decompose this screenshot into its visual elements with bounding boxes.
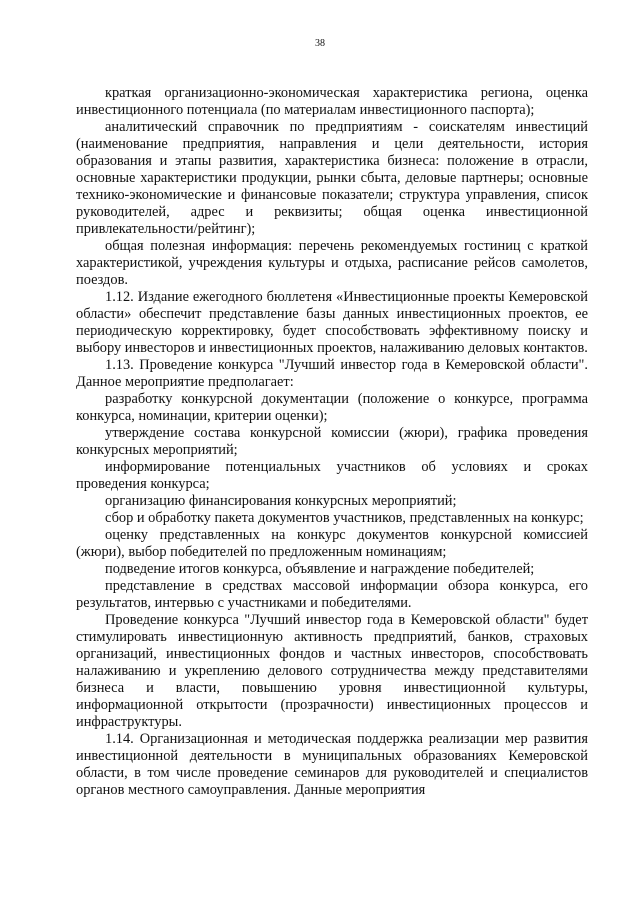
- paragraph: оценку представленных на конкурс документов конкурсной комиссией (жюри), выбор победителей по предложенным номинациям;: [76, 527, 588, 560]
- paragraph: 1.13. Проведение конкурса "Лучший инвестор года в Кемеровской области". Данное мероприятие предполагает:: [76, 357, 588, 390]
- paragraph: подведение итогов конкурса, объявление и награждение победителей;: [105, 561, 535, 577]
- paragraph: сбор и обработку пакета документов участников, представленных на конкурс;: [105, 510, 584, 526]
- paragraph: разработку конкурсной документации (положение о конкурсе, программа конкурса, номинации, критерии оценки);: [76, 391, 588, 424]
- document-body: [76, 85, 588, 799]
- paragraph: 1.14. Организационная и методическая поддержка реализации мер развития инвестиционной деятельности в муниципальных образованиях Кемеровской области, в том числе проведение семинаров для руководителей и специалистов органов местного самоуправления. Данные мероприятия: [76, 731, 588, 798]
- paragraph: организацию финансирования конкурсных мероприятий;: [105, 493, 457, 509]
- paragraph: утверждение состава конкурсной комиссии (жюри), графика проведения конкурсных мероприятий;: [76, 425, 588, 458]
- paragraph: 1.12. Издание ежегодного бюллетеня «Инвестиционные проекты Кемеровской области» обеспечит представление базы данных инвестиционных проектов, ее периодическую корректировку, будет способствовать эффективному поиску и выбору инвесторов и инвестиционных проектов, налаживанию деловых контактов.: [76, 289, 588, 356]
- page-number: 38: [315, 38, 325, 49]
- paragraph: аналитический справочник по предприятиям - соискателям инвестиций (наименование предприятия, направления и цели деятельности, история образования и этапы развития, характеристика бизнеса: положение в отрасли, основные характеристики продукции, рынки сбыта, деловые партнеры; основные технико-экономические и финансовые показатели; структура управления, список руководителей, адрес и реквизиты; общая оценка инвестиционной привлекательности/рейтинг);: [76, 119, 588, 237]
- paragraph: информирование потенциальных участников об условиях и сроках проведения конкурса;: [76, 459, 588, 492]
- paragraph: общая полезная информация: перечень рекомендуемых гостиниц с краткой характеристикой, учреждения культуры и отдыха, расписание рейсов самолетов, поездов.: [76, 238, 588, 288]
- paragraph: краткая организационно-экономическая характеристика региона, оценка инвестиционного потенциала (по материалам инвестиционного паспорта);: [76, 85, 588, 118]
- paragraph: представление в средствах массовой информации обзора конкурса, его результатов, интервью с участниками и победителями.: [76, 578, 588, 611]
- paragraph: Проведение конкурса "Лучший инвестор года в Кемеровской области" будет стимулировать инвестиционную активность предприятий, банков, страховых организаций, инвестиционных фондов и частных инвесторов, способствовать налаживанию и укреплению делового сотрудничества между представителями бизнеса и власти, повышению уровня инвестиционной культуры, информационной открытости (прозрачности) инвестиционных процессов и инфраструктуры.: [76, 612, 588, 730]
